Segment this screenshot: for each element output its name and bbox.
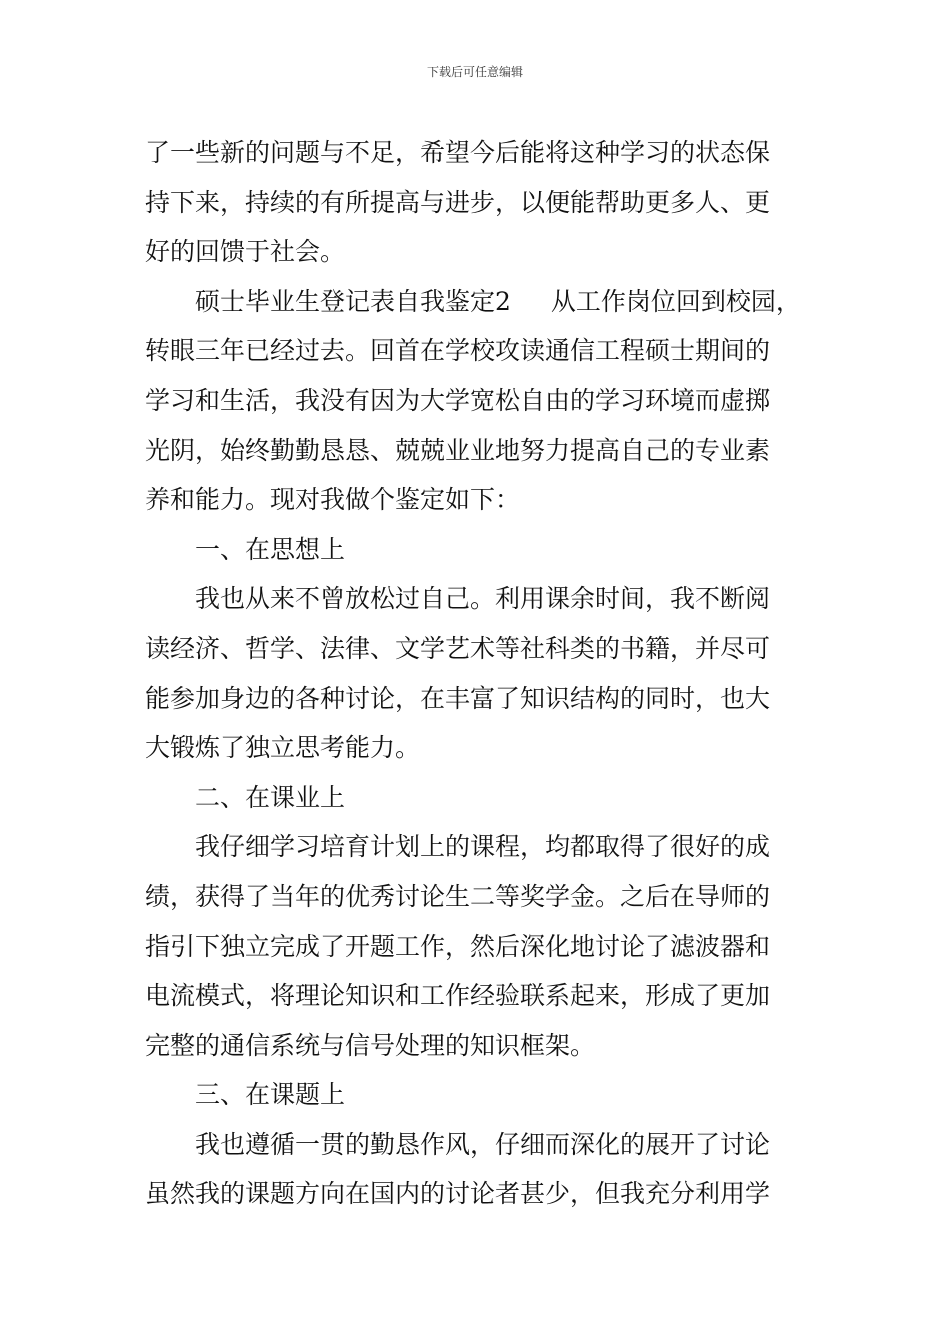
text-line: 转眼三年已经过去。回首在学校攻读通信工程硕士期间的 xyxy=(145,336,771,366)
text-line: 好的回馈于社会。 xyxy=(145,237,346,267)
text-line: 能参加身边的各种讨论，在丰富了知识结构的同时，也大 xyxy=(145,683,771,713)
text-line: 指引下独立完成了开题工作，然后深化地讨论了滤波器和 xyxy=(145,931,771,961)
subheading: 一、在思想上 xyxy=(195,534,346,564)
text-line: 养和能力。现对我做个鉴定如下： xyxy=(145,485,521,515)
text-line: 完整的通信系统与信号处理的知识框架。 xyxy=(145,1030,596,1060)
text-line: 绩，获得了当年的优秀讨论生二等奖学金。之后在导师的 xyxy=(145,881,771,911)
text-line: 学习和生活，我没有因为大学宽松自由的学习环境而虚掷 xyxy=(145,385,771,415)
text-line: 我也遵循一贯的勤恳作风，仔细而深化的展开了讨论 xyxy=(195,1129,771,1159)
text-line: 光阴，始终勤勤恳恳、兢兢业业地努力提高自己的专业素 xyxy=(145,435,771,465)
text-line: 我仔细学习培育计划上的课程，均都取得了很好的成 xyxy=(195,832,771,862)
text-line: 持下来，持续的有所提高与进步，以便能帮助更多人、更 xyxy=(145,187,771,217)
text-line: 大锻炼了独立思考能力。 xyxy=(145,733,421,763)
text-line: 了一些新的问题与不足，希望今后能将这种学习的状态保 xyxy=(145,138,771,167)
document-body xyxy=(145,128,810,1219)
subheading: 二、在课业上 xyxy=(195,782,346,812)
page-header: 下载后可任意编辑 xyxy=(426,65,523,79)
text-line: 电流模式，将理论知识和工作经验联系起来，形成了更加 xyxy=(145,981,771,1011)
subheading: 三、在课题上 xyxy=(195,1080,346,1110)
text-line: 我也从来不曾放松过自己。利用课余时间，我不断阅 xyxy=(195,584,771,614)
section-title: 硕士毕业生登记表自我鉴定2 xyxy=(195,286,511,316)
section-heading-line xyxy=(145,277,810,327)
text-segment: 从工作岗位回到校园， xyxy=(550,286,801,316)
text-line: 虽然我的课题方向在国内的讨论者甚少，但我充分利用学 xyxy=(145,1179,771,1209)
text-line: 读经济、哲学、法律、文学艺术等社科类的书籍，并尽可 xyxy=(145,633,771,663)
